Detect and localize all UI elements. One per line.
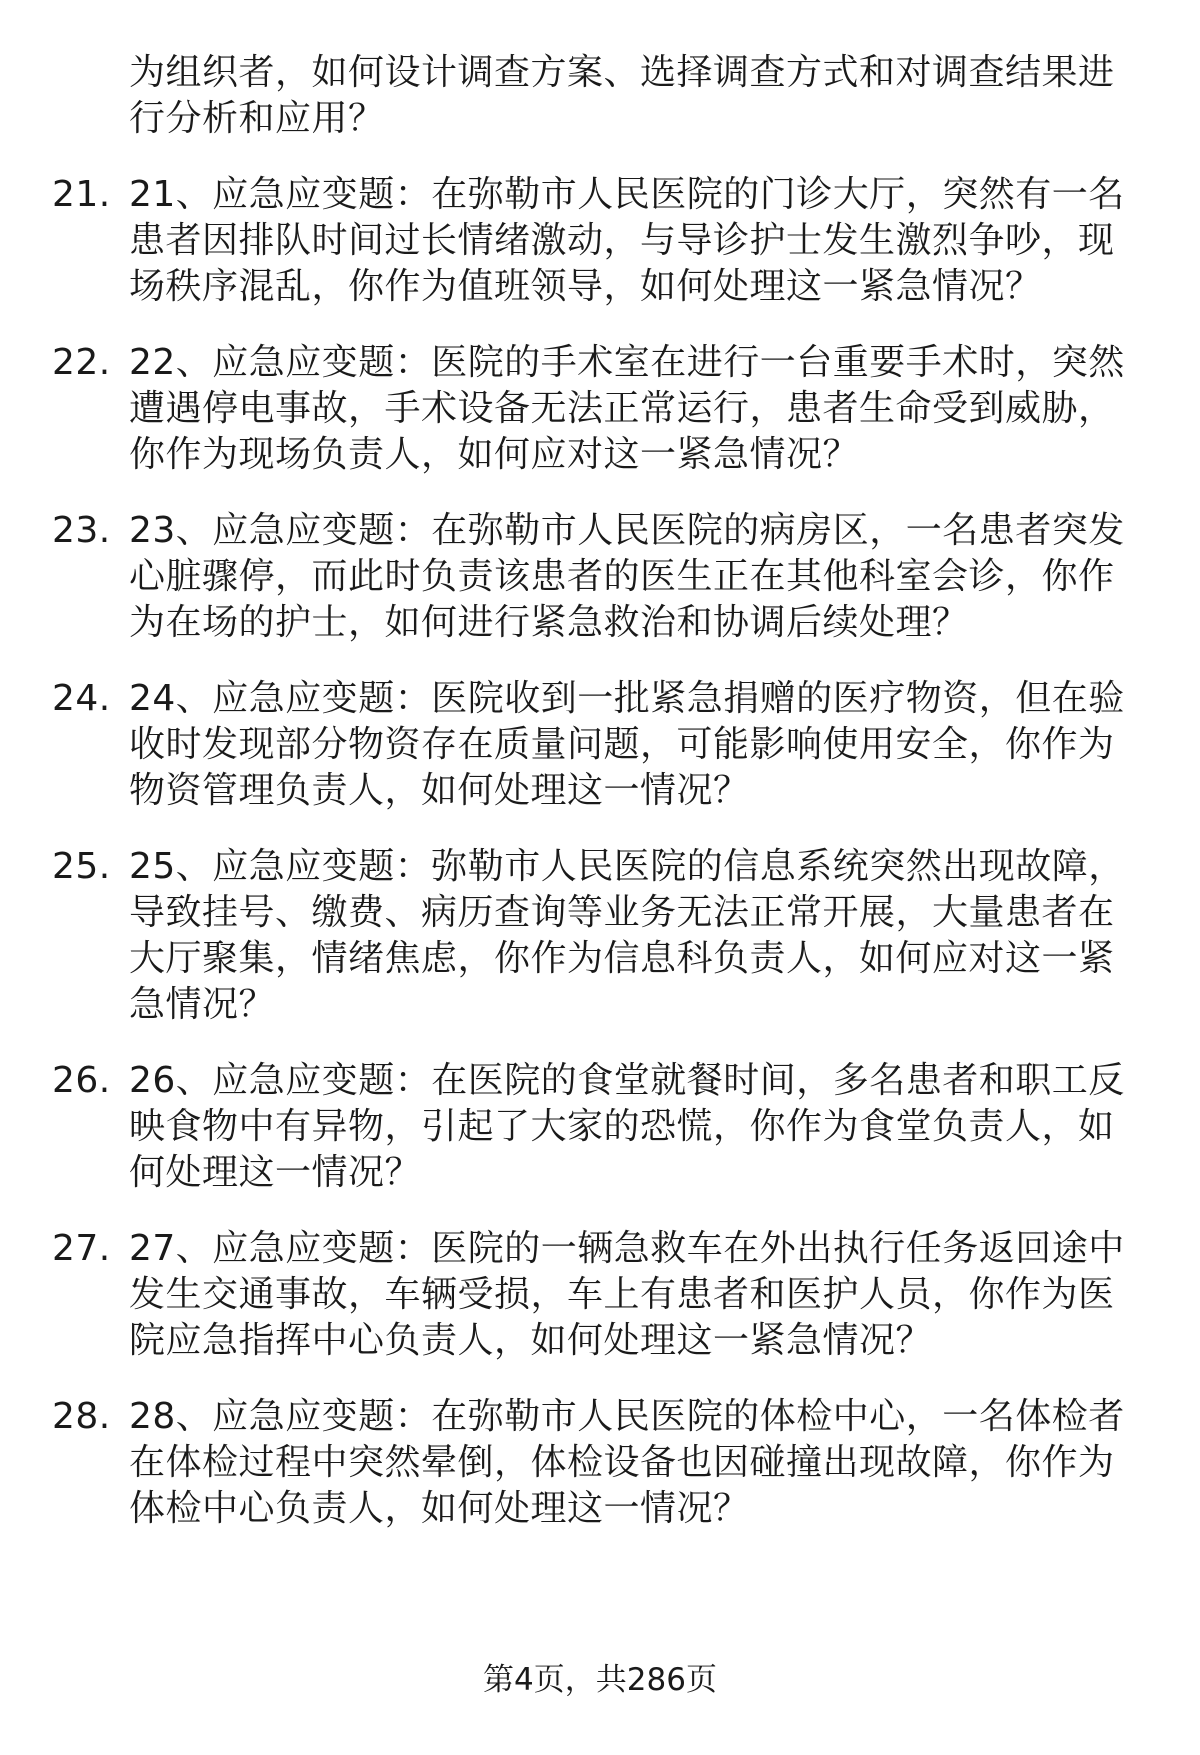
page-footer xyxy=(0,1660,1200,1700)
list-item-number: 22. xyxy=(52,342,111,383)
continued-question-text-body: 为组织者，如何设计调查方案、选择调查方式和对调查结果进行分析和应用？ xyxy=(129,52,1115,139)
list-item xyxy=(52,1058,1139,1196)
list-item-text: 28、应急应变题：在弥勒市人民医院的体检中心，一名体检者在体检过程中突然晕倒，体检设备也因碰撞出现故障，你作为体检中心负责人，如何处理这一情况？ xyxy=(129,1396,1125,1529)
list-item-number: 23. xyxy=(52,510,111,551)
list-item-number: 25. xyxy=(52,846,111,887)
list-item xyxy=(52,1394,1139,1532)
list-item xyxy=(52,676,1139,814)
list-item-text: 23、应急应变题：在弥勒市人民医院的病房区，一名患者突发心脏骤停，而此时负责该患者的医生正在其他科室会诊，你作为在场的护士，如何进行紧急救治和协调后续处理？ xyxy=(129,510,1125,643)
list-item xyxy=(52,1226,1139,1364)
list-item-number: 24. xyxy=(52,678,111,719)
list-item xyxy=(52,172,1139,310)
list-item-number: 27. xyxy=(52,1228,111,1269)
list-item-text: 27、应急应变题：医院的一辆急救车在外出执行任务返回途中发生交通事故，车辆受损，车上有患者和医护人员，你作为医院应急指挥中心负责人，如何处理这一紧急情况？ xyxy=(129,1228,1125,1361)
list-item xyxy=(52,844,1139,1028)
list-item-text: 26、应急应变题：在医院的食堂就餐时间，多名患者和职工反映食物中有异物，引起了大家的恐慌，你作为食堂负责人，如何处理这一情况？ xyxy=(129,1060,1125,1193)
list-item-text: 25、应急应变题：弥勒市人民医院的信息系统突然出现故障，导致挂号、缴费、病历查询等业务无法正常开展，大量患者在大厅聚集，情绪焦虑，你作为信息科负责人，如何应对这一紧急情况？ xyxy=(129,846,1125,1025)
list-item xyxy=(52,340,1139,478)
continued-question-text xyxy=(129,50,1139,142)
list-item-text: 22、应急应变题：医院的手术室在进行一台重要手术时，突然遭遇停电事故，手术设备无法正常运行，患者生命受到威胁，你作为现场负责人，如何应对这一紧急情况？ xyxy=(129,342,1125,475)
page-number-label: 第4页，共286页 xyxy=(483,1662,717,1698)
list-item-number: 21. xyxy=(52,174,111,215)
list-item xyxy=(52,508,1139,646)
list-item-text: 21、应急应变题：在弥勒市人民医院的门诊大厅，突然有一名患者因排队时间过长情绪激动，与导诊护士发生激烈争吵，现场秩序混乱，你作为值班领导，如何处理这一紧急情况？ xyxy=(129,174,1125,307)
list-item-text: 24、应急应变题：医院收到一批紧急捐赠的医疗物资，但在验收时发现部分物资存在质量问题，可能影响使用安全，你作为物资管理负责人，如何处理这一情况？ xyxy=(129,678,1125,811)
list-item-number: 28. xyxy=(52,1396,111,1437)
question-list xyxy=(0,50,1200,1532)
list-item-number: 26. xyxy=(52,1060,111,1101)
